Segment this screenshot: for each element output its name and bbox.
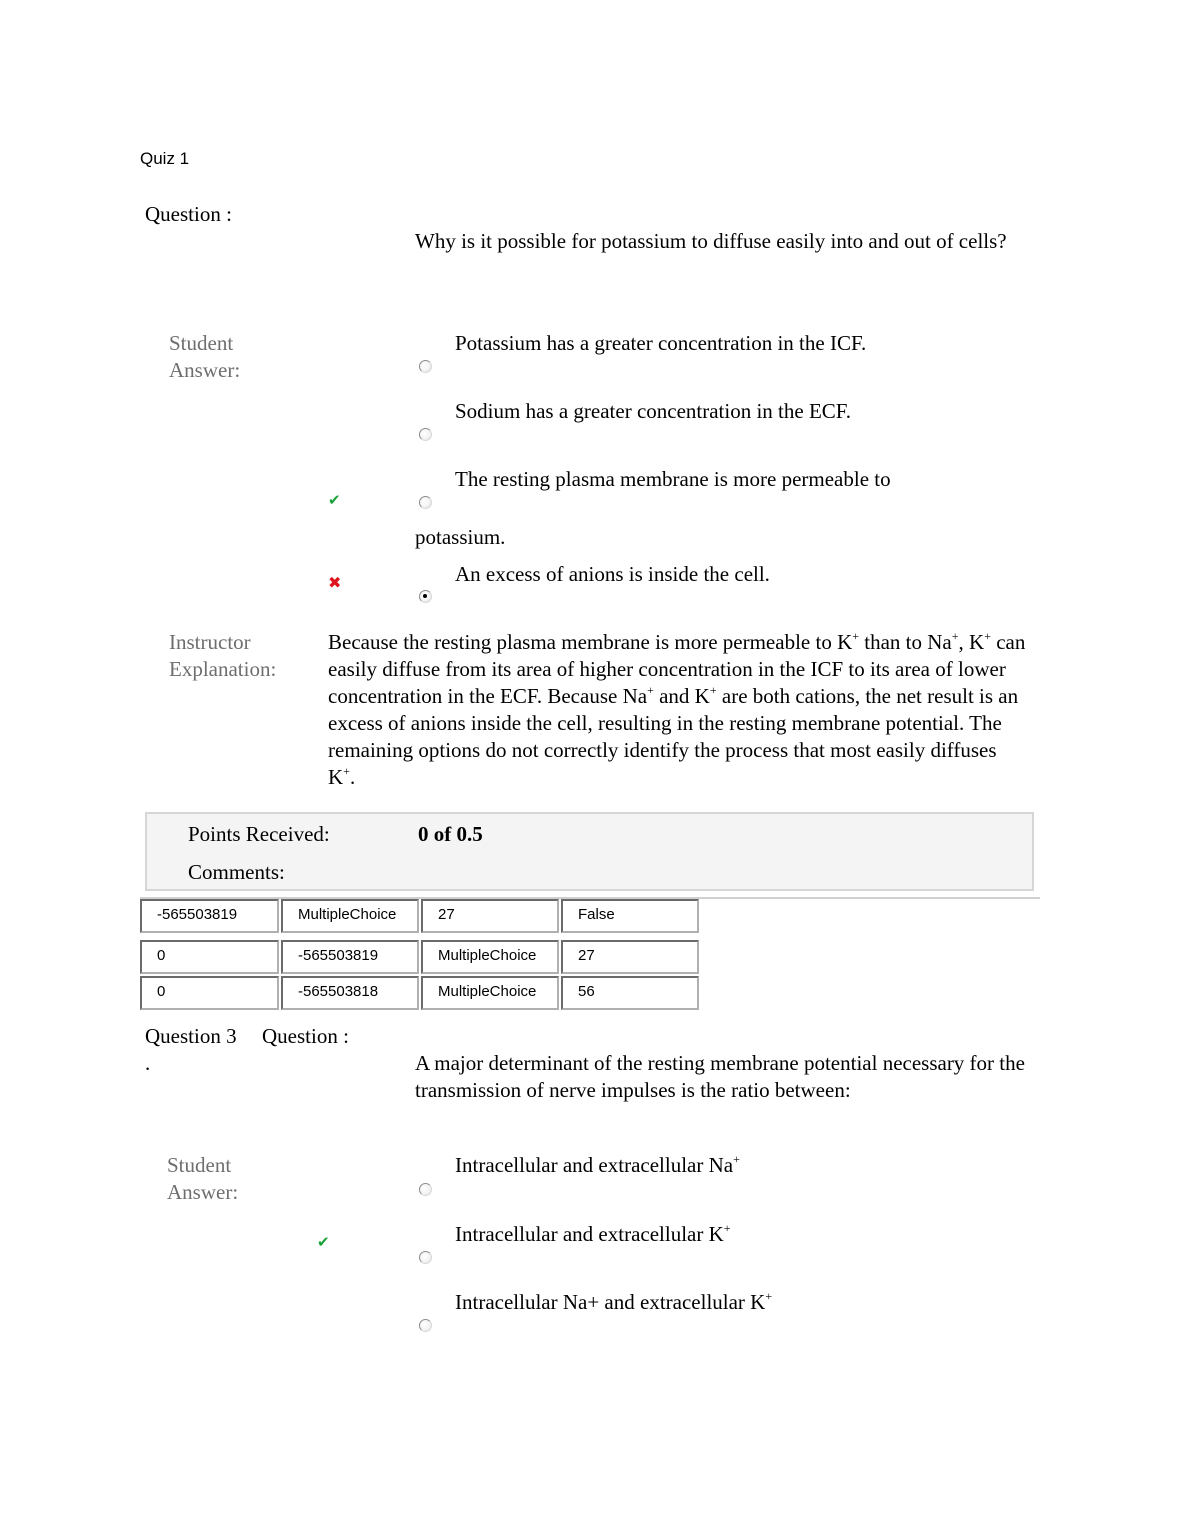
table-cell[interactable]: MultipleChoice — [281, 899, 419, 933]
points-received-value: 0 of 0.5 — [418, 822, 483, 846]
table-cell[interactable]: -565503819 — [281, 940, 419, 974]
radio-button-icon[interactable] — [419, 496, 432, 509]
points-received-label: Points Received: — [188, 822, 330, 846]
question-number-dot: . — [145, 1051, 151, 1075]
check-icon: ✔ — [317, 1233, 330, 1251]
answer-option: Intracellular Na+ and extracellular K+ — [455, 1289, 773, 1314]
table-cell[interactable]: 27 — [421, 899, 559, 933]
radio-button-icon[interactable] — [419, 1251, 432, 1264]
table-cell[interactable]: 56 — [561, 976, 699, 1010]
student-answer-label: Student Answer: — [167, 1153, 239, 1204]
student-answer-label: Student Answer: — [169, 331, 241, 382]
answer-option: Potassium has a greater concentration in the ICF. — [455, 331, 867, 355]
table-cell[interactable]: 0 — [140, 940, 279, 974]
radio-button-icon[interactable] — [419, 1319, 432, 1332]
answer-option: Sodium has a greater concentration in the ECF. — [455, 399, 852, 423]
radio-button-icon[interactable] — [419, 590, 432, 603]
answer-option: The resting plasma membrane is more permeable to — [455, 467, 891, 491]
table-cell[interactable]: -565503819 — [140, 899, 279, 933]
question-label: Question : — [145, 202, 232, 226]
table-cell[interactable]: MultipleChoice — [421, 976, 559, 1010]
question-label: Question : — [262, 1024, 349, 1048]
instructor-explanation-text: Because the resting plasma membrane is more permeable to K+ than to Na+, K+ can easily diffuse from its area of higher concentration in the ICF to its area of lower concentration in the ECF. Because Na+ and K+ are both cations, the net result is an excess of anions inside the cell, resulting in the resting membrane potential. The remaining options do not correctly identify the process that most easily diffuses K+. — [328, 629, 1026, 789]
answer-option: Intracellular and extracellular K+ — [455, 1221, 731, 1246]
radio-button-icon[interactable] — [419, 428, 432, 441]
table-cell[interactable]: 27 — [561, 940, 699, 974]
radio-button-icon[interactable] — [419, 1183, 432, 1196]
comments-label: Comments: — [188, 860, 285, 884]
instructor-explanation-label: Instructor Explanation: — [169, 630, 277, 681]
question-number: Question 3 — [145, 1024, 237, 1048]
x-icon: ✖ — [328, 573, 342, 592]
table-cell[interactable]: False — [561, 899, 699, 933]
answer-option: Intracellular and extracellular Na+ — [455, 1152, 740, 1177]
radio-button-icon[interactable] — [419, 360, 432, 373]
document-title: Quiz 1 — [140, 149, 190, 168]
answer-option-continuation: potassium. — [415, 525, 506, 549]
check-icon: ✔ — [328, 491, 341, 509]
table-cell[interactable]: -565503818 — [281, 976, 419, 1010]
question-text: A major determinant of the resting membrane potential necessary for the transmission of nerve impulses is the ratio between: — [415, 1051, 1025, 1102]
answer-option: An excess of anions is inside the cell. — [455, 562, 770, 586]
table-cell[interactable]: 0 — [140, 976, 279, 1010]
question-text: Why is it possible for potassium to diffuse easily into and out of cells? — [415, 229, 1007, 253]
table-cell[interactable]: MultipleChoice — [421, 940, 559, 974]
